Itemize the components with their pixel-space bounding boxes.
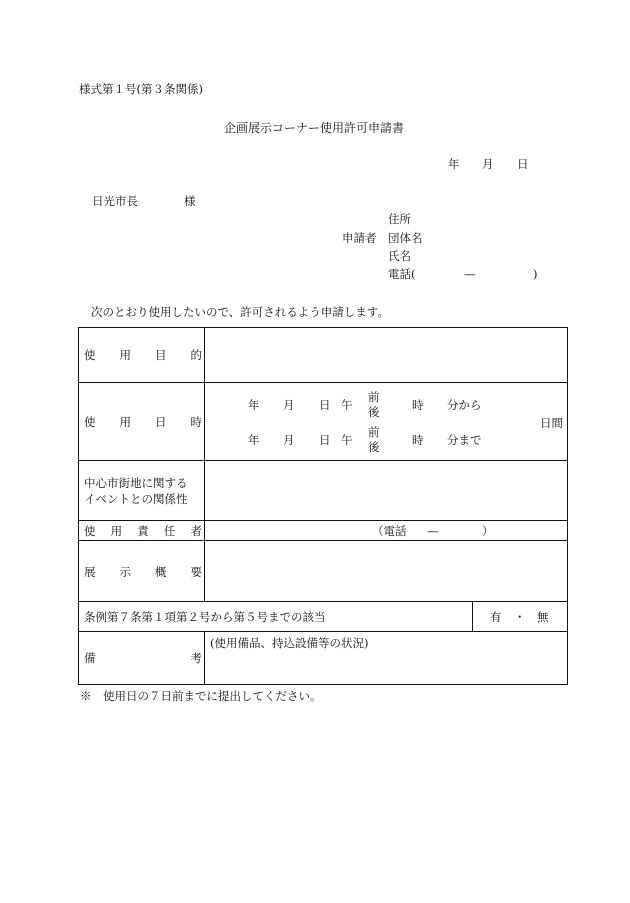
purpose-label: 使 用 目 的 <box>84 348 202 362</box>
relation-label-line1: 中心市街地に関する <box>84 476 188 490</box>
applicant-organization-label: 団体名 <box>388 231 423 245</box>
row-divider <box>78 601 568 602</box>
applicant-phone-dash: — <box>464 267 476 281</box>
row-divider <box>78 460 568 461</box>
date-year: 年 <box>448 157 460 171</box>
applicant-address-label: 住所 <box>388 212 411 226</box>
end-am: 前 <box>368 425 380 439</box>
form-title: 企画展示コーナー使用許可申請書 <box>224 121 405 135</box>
start-day: 日 <box>319 398 331 412</box>
start-ampm: 午 <box>341 398 353 412</box>
manager-label: 使 用 責 任 者 <box>84 524 202 538</box>
purpose-field[interactable] <box>206 329 566 381</box>
start-month: 月 <box>283 398 295 412</box>
choice-separator: ・ <box>514 610 526 624</box>
manager-phone-close: ） <box>482 524 494 538</box>
column-divider <box>204 631 205 685</box>
footnote: ※ 使用日の７日前までに提出してください。 <box>80 689 322 703</box>
applicant-phone-close: ) <box>533 267 538 281</box>
remarks-label: 備 考 <box>84 651 202 665</box>
start-minute: 分から <box>447 398 482 412</box>
remarks-note: (使用備品、持込設備等の状況) <box>210 636 369 650</box>
addressee-name: 日光市長 <box>92 194 138 208</box>
form-number: 様式第１号(第３条関係) <box>79 82 203 96</box>
end-year: 年 <box>248 433 260 447</box>
manager-phone-dash: — <box>427 524 439 538</box>
applicant-name-label: 氏名 <box>388 249 411 263</box>
end-hour: 時 <box>412 433 424 447</box>
applicant-phone-open: 電話( <box>388 267 416 281</box>
end-pm: 後 <box>368 440 380 454</box>
start-pm: 後 <box>368 405 380 419</box>
addressee-honorific: 様 <box>184 194 196 208</box>
applicant-label: 申請者 <box>342 231 377 245</box>
end-month: 月 <box>283 433 295 447</box>
datetime-label: 使 用 日 時 <box>84 415 202 429</box>
column-divider <box>472 601 473 631</box>
overview-field[interactable] <box>206 542 566 600</box>
yes-option[interactable]: 有 <box>490 610 502 624</box>
overview-label: 展 示 概 要 <box>84 565 202 579</box>
start-am: 前 <box>368 390 380 404</box>
end-minute: 分まで <box>447 433 482 447</box>
row-divider <box>78 520 568 521</box>
end-ampm: 午 <box>341 433 353 447</box>
relation-label-line2: イベントとの関係性 <box>84 492 188 506</box>
no-option[interactable]: 無 <box>537 610 549 624</box>
row-divider <box>78 631 568 632</box>
ordinance-label: 条例第７条第１項第２号から第５号までの該当 <box>84 610 326 624</box>
column-divider <box>204 327 205 601</box>
intro-text: 次のとおり使用したいので、許可されるよう申請します。 <box>91 305 389 319</box>
remarks-field[interactable] <box>206 652 566 684</box>
date-month: 月 <box>482 157 494 171</box>
row-divider <box>78 540 568 541</box>
manager-phone-open: （電話 <box>372 524 407 538</box>
end-day: 日 <box>319 433 331 447</box>
start-hour: 時 <box>412 398 424 412</box>
date-day: 日 <box>517 157 529 171</box>
days-count-label: 日間 <box>540 416 563 430</box>
row-divider <box>78 382 568 383</box>
relation-field[interactable] <box>206 462 566 519</box>
start-year: 年 <box>248 398 260 412</box>
